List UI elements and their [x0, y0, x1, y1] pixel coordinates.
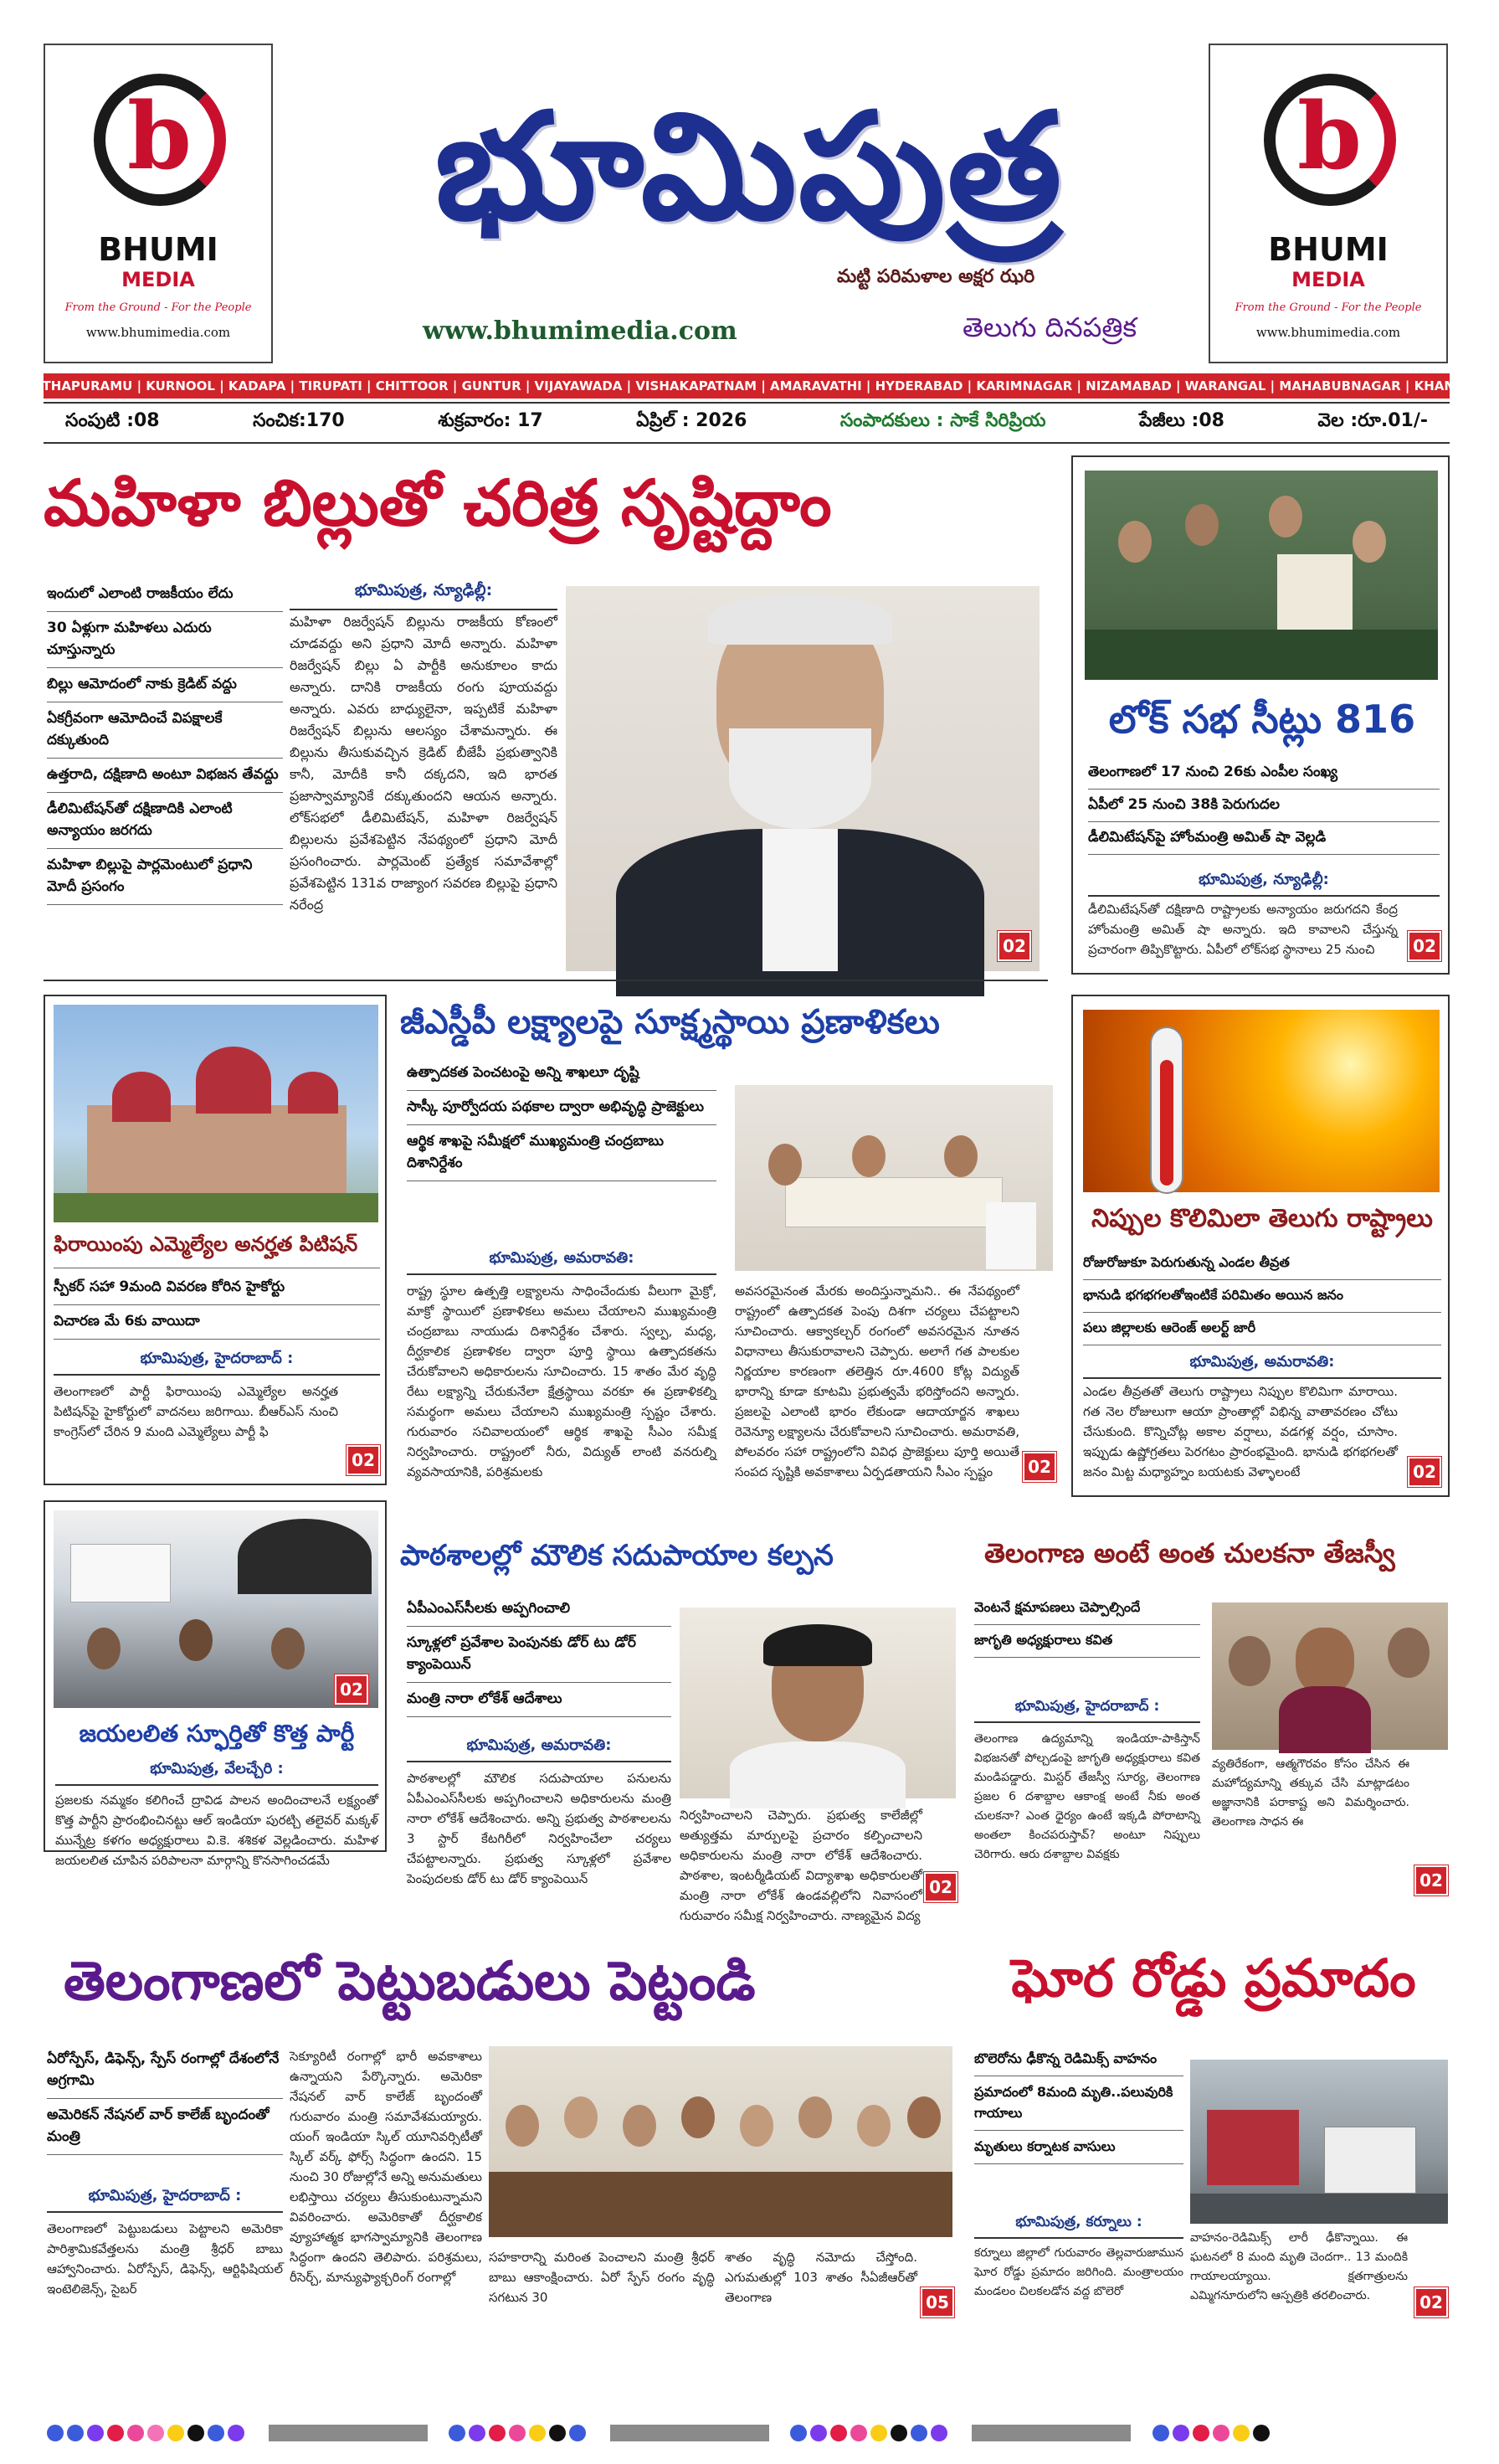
lead-bullet: ఉత్తరాది, దక్షిణాది అంటూ విభజన తేవద్దు [47, 759, 283, 793]
reg-dot [67, 2425, 84, 2441]
schools-byline: భూమిపుత్ర, అమరావతి: [407, 1736, 671, 1762]
loksabha-page-badge: 02 [1408, 931, 1441, 961]
lead-bullet: ఇందులో ఎలాంటి రాజకీయం లేదు [47, 578, 283, 612]
accident-bullet: మృతులు కర్నాటక వాసులు [974, 2131, 1183, 2164]
schools-headline: పాఠశాలల్లో మౌలిక సదుపాయాల కల్పన [400, 1539, 834, 1572]
reg-dot [911, 2425, 927, 2441]
schools-body-1: పాఠశాలల్లో మౌలిక సదుపాయాల పనులను ఏపీఎంఎస్‌సీలకు అప్పగించాలని అధికారులను మంత్రి నారా లోకేశ్ ఆదేశించారు. అన్ని ప్రభుత్వ పాఠశాలలను 3 స్టార్ కేటగిరీలో నిర్వహించేలా చర్యలు చేపట్టాలన్నారు. ప్రభుత్వ స్కూళ్లలో ప్రవేశాల పెంపుదలకు డోర్ టు డోర్ క్యాంపెయిన్ [407, 1771, 671, 1886]
loksabha-byline: భూమిపుత్ర, న్యూఢిల్లీ: [1088, 871, 1440, 897]
gst-headline: జీఎస్డీపీ లక్ష్యాలపై సూక్ష్మస్థాయి ప్రణాళికలు [400, 1003, 940, 1042]
schools-bullet: ఏపీఎంఎస్‌సీలకు అప్పగించాలి [407, 1592, 671, 1627]
reg-gray-bar [972, 2425, 1131, 2441]
reg-dot [1253, 2425, 1270, 2441]
accident-body-2: వాహనం-రెడిమిక్స్ లారీ ఢీకొన్నాయి. ఈ ఘటనలో 8 మంది మృతి చెందగా.. 13 మందికి గాయాలయ్యాయి. క్షతగాత్రులను ఎమ్మిగనూరులోని ఆస్పత్రికి తరలించారు. [1190, 2231, 1408, 2302]
reg-dot [127, 2425, 144, 2441]
reg-dot [449, 2425, 465, 2441]
reg-dot [870, 2425, 887, 2441]
heat-page-badge: 02 [1408, 1457, 1441, 1487]
price: వెల :రూ.01/- [1317, 410, 1428, 431]
lead-headline: మహిళా బిల్లుతో చరిత్ర సృష్టిద్దాం [44, 466, 832, 540]
accident-page-badge: 02 [1414, 2287, 1448, 2317]
party-page-badge: 02 [335, 1674, 368, 1705]
mlas-box [44, 995, 387, 1485]
editor: సంపాదకులు : సాకే సిరిప్రియ [839, 410, 1046, 431]
reg-gray-bar [269, 2425, 428, 2441]
heat-box [1071, 995, 1450, 1497]
lead-bullet: బిల్లు ఆమోదంలో నాకు క్రెడిట్ వద్దు [47, 668, 283, 702]
info-bar [44, 402, 1450, 444]
gst-page-badge: 02 [1023, 1452, 1056, 1482]
reg-dot [1233, 2425, 1250, 2441]
schools-page-badge: 02 [924, 1872, 957, 1902]
invest-body-3: సహకారాన్ని మరింత పెంచాలని మంత్రి శ్రీధర్ బాబు ఆకాంక్షించారు. ఏరో స్పేస్ రంగం వృద్ధి సగటున 30 [489, 2250, 715, 2305]
lead-byline: భూమిపుత్ర, న్యూఢిల్లీ: [290, 581, 557, 610]
invest-body-4: శాతం వృద్ధి నమోదు చేస్తోంది. ఎగుమతుల్లో 103 శాతం సీఏజీఆర్‌తో తెలంగాణ [725, 2250, 917, 2305]
reg-dot [931, 2425, 947, 2441]
loksabha-bullet: తెలంగాణలో 17 నుంచి 26కు ఎంపీల సంఖ్య [1088, 757, 1440, 790]
kavitha-page-badge: 02 [1414, 1865, 1448, 1896]
lead-photo [566, 586, 1040, 971]
party-photo [54, 1510, 378, 1708]
gst-body-1: రాష్ట్ర స్థూల ఉత్పత్తి లక్ష్యాలను సాధించేందుకు వీలుగా మైక్రో, మాక్రో స్థాయిలో ప్రణాళికలు అమలు చేయాలని ముఖ్యమంత్రి చంద్రబాబు నాయుడు దిశానిర్దేశం చేశారు. స్వల్ప, మధ్య, దీర్ఘకాలిక ప్రణాళికల ద్వారా పూర్తి స్థాయి ఉత్పాదకతను చేరుకోవాలని అధికారులను సూచించారు. 15 శాతం మేర వృద్ధి రేటు లక్ష్యాన్ని చేరుకునేలా క్షేత్రస్థాయి వరకూ ఈ ప్రణాళికల్ని సమర్థంగా అమలు చేయాలని ముఖ్యమంత్రి స్పష్టం చేశారు. గురువారం సచివాలయంలో ఆర్థిక శాఖపై సీఎం సమీక్ష నిర్వహించారు. రాష్ట్రంలో నీరు, విద్యుత్ లాంటి వనరుల్ని వ్యవసాయానికి, పరిశ్రమలకు [407, 1283, 716, 1479]
gst-bullet: సాస్కీ పూర్వోదయ పథకాల ద్వారా అభివృద్ధి ప్రాజెక్టులు [407, 1091, 716, 1125]
schools-bullet: స్కూళ్లలో ప్రవేశాల పెంపునకు డోర్ టు డోర్ క్యాంపెయిన్ [407, 1627, 671, 1683]
lead-bullet: ఏకగ్రీవంగా ఆమోదించే విపక్షాలకే దక్కుతుంది [47, 702, 283, 759]
invest-byline: భూమిపుత్ర, హైదరాబాద్ : [47, 2187, 283, 2213]
reg-dot [529, 2425, 546, 2441]
kavitha-bullets [974, 1592, 1200, 1658]
logo-b-icon: b [127, 82, 192, 190]
kavitha-photo [1212, 1602, 1448, 1750]
mlas-headline: ఫిరాయింపు ఎమ్మెల్యేల అనర్హత పిటిషన్ [54, 1232, 380, 1268]
lead-page-badge: 02 [998, 931, 1031, 961]
reg-dot [1152, 2425, 1169, 2441]
kavitha-bullet: జాగృతి అధ్యక్షురాలు కవిత [974, 1625, 1200, 1658]
mlas-body: తెలంగాణలో పార్టీ ఫిరాయింపు ఎమ్మెల్యేల అనర్హత పిటిషన్‌పై హైకోర్టులో వాదనలు జరిగాయి. బీఆర్ఎస్ నుంచి కాంగ్రెస్‌లో చేరిన 9 మంది ఎమ్మెల్యేలు పార్టీ ఫి [54, 1384, 338, 1439]
reg-dot [107, 2425, 124, 2441]
schools-bullet: మంత్రి నారా లోకేశ్ ఆదేశాలు [407, 1683, 671, 1717]
accident-bullet: బొలెరోను ఢీకొన్న రెడిమిక్స్ వాహనం [974, 2043, 1183, 2076]
party-byline: భూమిపుత్ర, వేలచ్చేరి : [55, 1760, 378, 1786]
mlas-bullet: విచారణ మే 6కు వాయిదా [54, 1305, 380, 1340]
gst-byline: భూమిపుత్ర, అమరావతి: [407, 1249, 716, 1275]
day: శుక్రవారం: 17 [438, 410, 543, 431]
heat-bullet: భానుడి భగభగలతోఇంటికే పరిమితం అయిన జనం [1083, 1280, 1441, 1313]
mlas-page-badge: 02 [347, 1445, 380, 1475]
reg-dot [850, 2425, 867, 2441]
heat-byline: భూమిపుత్ర, అమరావతి: [1083, 1353, 1441, 1379]
loksabha-box [1071, 455, 1450, 975]
kavitha-body-1: తెలంగాణ ఉద్యమాన్ని ఇండియా-పాకిస్తాన్ విభజనతో పోల్చడంపై జాగృతి అధ్యక్షురాలు కవిత మండిపడ్డారు. మిస్టర్ తేజస్వీ సూర్య, తెలంగాణ ప్రజల 6 దశాబ్దాల ఆకాంక్ష అంటే నీకు అంత చులకనా? ఎంత ధైర్యం ఉంటే ఇక్కడి పోరాటాన్ని అంతలా కించపరుస్తావ్? అంటూ నిప్పులు చెరిగారు. ఆరు దశాబ్దాల వివక్షకు [974, 1732, 1200, 1861]
invest-body-2: సెక్యూరిటీ రంగాల్లో భారీ అవకాశాలు ఉన్నాయని పేర్కొన్నారు. అమెరికా నేషనల్ వార్ కాలేజ్ బృందంతో గురువారం మంత్రి సమావేశమయ్యారు. యంగ్ ఇండియా స్కిల్ యూనివర్సిటీతో స్కిల్ వర్క్ ఫోర్స్ సిద్ధంగా ఉందని. 15 నుంచి 30 రోజుల్లోనే అన్ని అనుమతులు లభిస్తాయి చర్యలు తీసుకుంటున్నామని వివరించారు. అమెరికాతో దీర్ఘకాలిక వ్యూహాత్మక భాగస్వామ్యానికి తెలంగాణ సిద్ధంగా ఉందని తెలిపారు. పరిశ్రమలు, రీసెర్చ్, మాన్యుఫ్యాక్చరింగ్ రంగాల్లో [290, 2049, 482, 2285]
invest-page-badge: 05 [921, 2287, 954, 2317]
heat-bullet: పలు జిల్లాలకు ఆరెంజ్ అలర్ట్ జారీ [1083, 1313, 1441, 1345]
reg-dot [1193, 2425, 1209, 2441]
kavitha-byline: భూమిపుత్ర, హైదరాబాద్ : [974, 1698, 1200, 1723]
date: ఏప్రిల్ : 2026 [636, 410, 747, 431]
loksabha-bullets [1088, 757, 1440, 855]
logo-media: MEDIA [1291, 268, 1365, 291]
reg-dot [87, 2425, 104, 2441]
logo-tagline: From the Ground - For the People [1235, 301, 1422, 314]
accident-body-1: కర్నూలు జిల్లాలో గురువారం తెల్లవారుజామున ఘోర రోడ్డు ప్రమాదం జరిగింది. మంత్రాలయం మండలం చిలకలడోన వద్ద బొలెరో [974, 2246, 1183, 2298]
lead-body: మహిళా రిజర్వేషన్ బిల్లును రాజకీయ కోణంలో చూడవద్దు అని ప్రధాని మోదీ అన్నారు. మహిళా రిజర్వేషన్ బిల్లు ఏ పార్టీకి అనుకూలం కాదు అన్నారు. దానికి రాజకీయ రంగు పూయవద్దు అన్నారు. ఎవరు బాధ్యులైనా, ఇప్పటికే మహిళా రిజర్వేషన్ బిల్లును ఆలస్యం చేశామన్నారు. ఈ బిల్లును తీసుకువచ్చిన క్రెడిట్ బీజేపీ ప్రభుత్వానికి కానీ, మోదీకి కానీ దక్కదని, ఇది భారత ప్రజాస్వామ్యానికే దక్కుతుందని ఆయన అన్నారు. లోక్‌సభలో డీలిమిటేషన్, మహిళా రిజర్వేషన్ బిల్లులను ప్రవేశపెట్టిన నేపథ్యంలో ప్రధాని మోదీ ప్రసంగించారు. పార్లమెంట్ ప్రత్యేక సమావేశాల్లో ప్రవేశపెట్టిన 131వ రాజ్యాంగ సవరణ బిల్లుపై ప్రధాని నరేంద్ర [290, 614, 557, 913]
reg-dot [208, 2425, 224, 2441]
party-body: ప్రజలకు నమ్మకం కలిగించే ద్రావిడ పాలన అందించాలనే లక్ష్యంతో కొత్త పార్టీని ప్రారంభించినట్టు ఆల్ ఇండియా పురట్చి తలైవర్ మక్కళ్ మున్నేట్ర కళగం అధ్యక్షురాలు వి.కె. శశికళ వెల్లడించారు. మహిళ జయలలిత చూపిన పరిపాలనా మార్గాన్ని కొనసాగించడమే [55, 1793, 378, 1868]
city-bar: ANANTHAPURAMU | KURNOOL | KADAPA | TIRUPATI | CHITTOOR | GUNTUR | VIJAYAWADA | VISHAKAPATNAM | AMARAVATHI | HYDERABAD | KARIMNAGAR | NIZAMABAD | WARANGAL | MAHABUBNAGAR | KHAMMAM [44, 373, 1450, 399]
lead-bullets [47, 578, 283, 905]
reg-dot [1213, 2425, 1229, 2441]
reg-gray-bar [610, 2425, 769, 2441]
invest-bullet: ఏరోస్పేస్, డిఫెన్స్, స్పేస్ రంగాల్లో దేశంలోనే అగ్రగామి [47, 2043, 283, 2099]
accident-headline: ఘోర రోడ్డు ప్రమాదం [1011, 1947, 1416, 2009]
masthead-url: www.bhumimedia.com [423, 316, 737, 346]
kavitha-body-2: వ్యతిరేకంగా, ఆత్మగౌరవం కోసం చేసిన ఈ మహోద్యమాన్ని తక్కువ చేసి మాట్లాడటం అజ్ఞానానికి పరాకాష్ట అని విమర్శించారు. తెలంగాణ సాధన ఈ [1212, 1757, 1409, 1829]
reg-dot [790, 2425, 807, 2441]
masthead-subtitle: తెలుగు దినపత్రిక [963, 311, 1137, 343]
loksabha-photo [1085, 471, 1438, 680]
invest-headline: తెలంగాణలో పెట్టుబడులు పెట్టండి [64, 1951, 756, 2013]
logo-name: BHUMI [1268, 231, 1389, 268]
reg-dot [569, 2425, 586, 2441]
volume: సంపుటి :08 [65, 410, 160, 431]
logo-url: www.bhumimedia.com [85, 325, 231, 340]
masthead-tagline: మట్టి పరిమళాల అక్షర ఝరి [837, 266, 1035, 287]
invest-body-1: తెలంగాణలో పెట్టుబడులు పెట్టాలని అమెరికా పారిశ్రామికవేత్తలను మంత్రి శ్రీధర్ బాబు ఆహ్వానించారు. ఏరోస్పేస్, డిఫెన్స్, ఆర్టిఫిషియల్ ఇంటెలిజెన్స్, సైబర్ [47, 2221, 283, 2297]
logo-tagline: From the Ground - For the People [64, 301, 252, 314]
reg-dot [1173, 2425, 1189, 2441]
registration-bar [47, 2425, 1453, 2445]
kavitha-bullet: వెంటనే క్షమాపణలు చెప్పాల్సిందే [974, 1592, 1200, 1625]
invest-bullets [47, 2043, 283, 2155]
gst-bullet: ఉత్పాదకత పెంచటంపై అన్ని శాఖలూ దృష్టి [407, 1057, 716, 1091]
reg-dot [167, 2425, 184, 2441]
highcourt-photo [54, 1005, 378, 1222]
schools-body-2: నిర్వహించాలని చెప్పారు. ప్రభుత్వ కాలేజీల్లో అత్యుత్తమ మార్పులపై ప్రచారం కల్పించాలని అధికారులను మంత్రి నారా లోకేశ్ ఆదేశించారు. పాఠశాల, ఇంటర్మీడియట్ విద్యాశాఖ అధికారులతో మంత్రి నారా లోకేశ్ ఉండవల్లిలోని నివాసంలో గురువారం సమీక్ష నిర్వహించారు. నాణ్యమైన విద్య [680, 1808, 922, 1923]
gst-photo [735, 1085, 1053, 1271]
issue: సంచిక:170 [253, 410, 345, 431]
mlas-bullet: స్పీకర్ సహా 9మంది వివరణ కోరిన హైకోర్టు [54, 1271, 380, 1305]
reg-dot [469, 2425, 485, 2441]
loksabha-body: డీలిమిటేషన్‌తో దక్షిణాది రాష్ట్రాలకు అన్యాయం జరుగదని కేంద్ర హోంమంత్రి అమిత్ షా అన్నారు. ఇది కావాలని చేస్తున్న ప్రచారంగా తిప్పికొట్టారు. ఏపీలో లోక్‌సభ స్థానాలు 25 నుంచి [1088, 902, 1398, 957]
lead-bullet: మహిళా బిల్లుపై పార్లమెంటులో ప్రధాని మోదీ ప్రసంగం [47, 849, 283, 905]
lead-bullet: డీలిమిటేషన్‌తో దక్షిణాదికి ఎలాంటి అన్యాయం జరగదు [47, 793, 283, 849]
mlas-byline: భూమిపుత్ర, హైదరాబాద్ : [54, 1350, 380, 1376]
gst-body-2: అవసరమైనంత మేరకు అందిస్తున్నామని.. ఈ నేపథ్యంలో రాష్ట్రంలో ఉత్పాదకత పెంపు దిశగా చర్యలు చేపట్టాలని సూచించారు. ఆక్వాకల్చర్ రంగంలో అవసరమైన నూతన విధానాలు తీసుకురావాలని చెప్పారు. అలాగే గత పాలకుల నిర్ణయాల కారణంగా తలెత్తిన రూ.4600 కోట్ల విద్యుత్ భారాన్ని కూడా కూటమి ప్రభుత్వమే భరిస్తోందని అన్నారు. ప్రజలపై ఎలాంటి భారం లేకుండా ఆదాయార్జన శాఖలు రెవెన్యూ లక్ష్యాలను చేరుకోవాలని సూచించారు. అమరావతి, పోలవరం సహా రాష్ట్రంలోని వివిధ ప్రాజెక్టులు పూర్తి అయితే సంపద సృష్టికి అవకాశాలు ఏర్పడతాయని సీఎం స్పష్టం [735, 1283, 1019, 1479]
divider-lead [44, 980, 1048, 981]
logo-url: www.bhumimedia.com [1255, 325, 1401, 340]
reg-dot [509, 2425, 526, 2441]
kavitha-headline: తెలంగాణ అంటే అంత చులకనా తేజస్వీ [984, 1537, 1395, 1569]
reg-dot [830, 2425, 847, 2441]
masthead-title: భూమిపుత్ర [434, 81, 1064, 253]
loksabha-headline: లోక్ సభ సీట్లు 816 [1108, 697, 1416, 742]
schools-photo [680, 1608, 956, 1798]
gst-bullet: ఆర్థిక శాఖపై సమీక్షలో ముఖ్యమంత్రి చంద్రబాబు దిశానిర్దేశం [407, 1125, 716, 1181]
logo-media: MEDIA [121, 268, 195, 291]
party-headline: జయలలిత స్ఫూర్తితో కొత్త పార్టీ [79, 1720, 355, 1747]
reg-dot [810, 2425, 827, 2441]
reg-dot [489, 2425, 506, 2441]
logo-b-icon: b [1297, 82, 1362, 190]
heat-headline: నిప్పుల కొలిమిలా తెలుగు రాష్ట్రాలు [1091, 1204, 1433, 1233]
reg-dot [187, 2425, 204, 2441]
pages: పేజీలు :08 [1138, 410, 1224, 431]
invest-bullet: అమెరికన్ నేషనల్ వార్ కాలేజ్ బృందంతో మంత్రి [47, 2099, 283, 2155]
loksabha-bullet: డీలిమిటేషన్‌పై హోంమంత్రి అమిత్ షా వెల్లడి [1088, 822, 1440, 855]
schools-bullets [407, 1592, 671, 1717]
accident-bullets [974, 2043, 1183, 2164]
heat-bullets [1083, 1247, 1441, 1345]
logo-left [44, 44, 273, 363]
reg-dot [891, 2425, 907, 2441]
reg-dot [147, 2425, 164, 2441]
reg-dot [549, 2425, 566, 2441]
accident-photo [1190, 2060, 1448, 2224]
reg-dot [228, 2425, 244, 2441]
accident-bullet: ప్రమాదంలో 8మంది మృతి..పలువురికి గాయాలు [974, 2076, 1183, 2131]
thermometer-photo [1083, 1010, 1440, 1192]
accident-byline: భూమిపుత్ర, కర్నూలు : [974, 2214, 1183, 2239]
heat-body: ఎండల తీవ్రతతో తెలుగు రాష్ట్రాలు నిప్పుల కొలిమిగా మారాయి. గత నెల రోజులుగా ఆయా ప్రాంతాల్లో విభిన్న వాతావరణం చోటు చేసుకుంది. కొన్నిచోట్ల అకాల వర్షాలు, వడగళ్ల వర్షం, చూసాం. ఇప్పుడు ఉష్ణోగ్రతలు పెరగటం ప్రారంభమైంది. భానుడి భగభగలతో జనం మిట్ట మధ్యాహ్నం బయటకు వెళ్ళాలంటే [1083, 1384, 1398, 1479]
heat-bullet: రోజురోజుకూ పెరుగుతున్న ఎండల తీవ్రత [1083, 1247, 1441, 1280]
reg-dot [47, 2425, 64, 2441]
logo-right [1209, 44, 1448, 363]
party-box [44, 1500, 387, 1868]
lead-bullet: 30 ఏళ్లుగా మహిళలు ఎదురు చూస్తున్నారు [47, 612, 283, 668]
logo-name: BHUMI [98, 231, 218, 268]
invest-photo [489, 2046, 952, 2237]
mlas-bullets [54, 1271, 380, 1340]
loksabha-bullet: ఏపీలో 25 నుంచి 38కి పెరుగుదల [1088, 790, 1440, 822]
gst-bullets [407, 1057, 716, 1181]
